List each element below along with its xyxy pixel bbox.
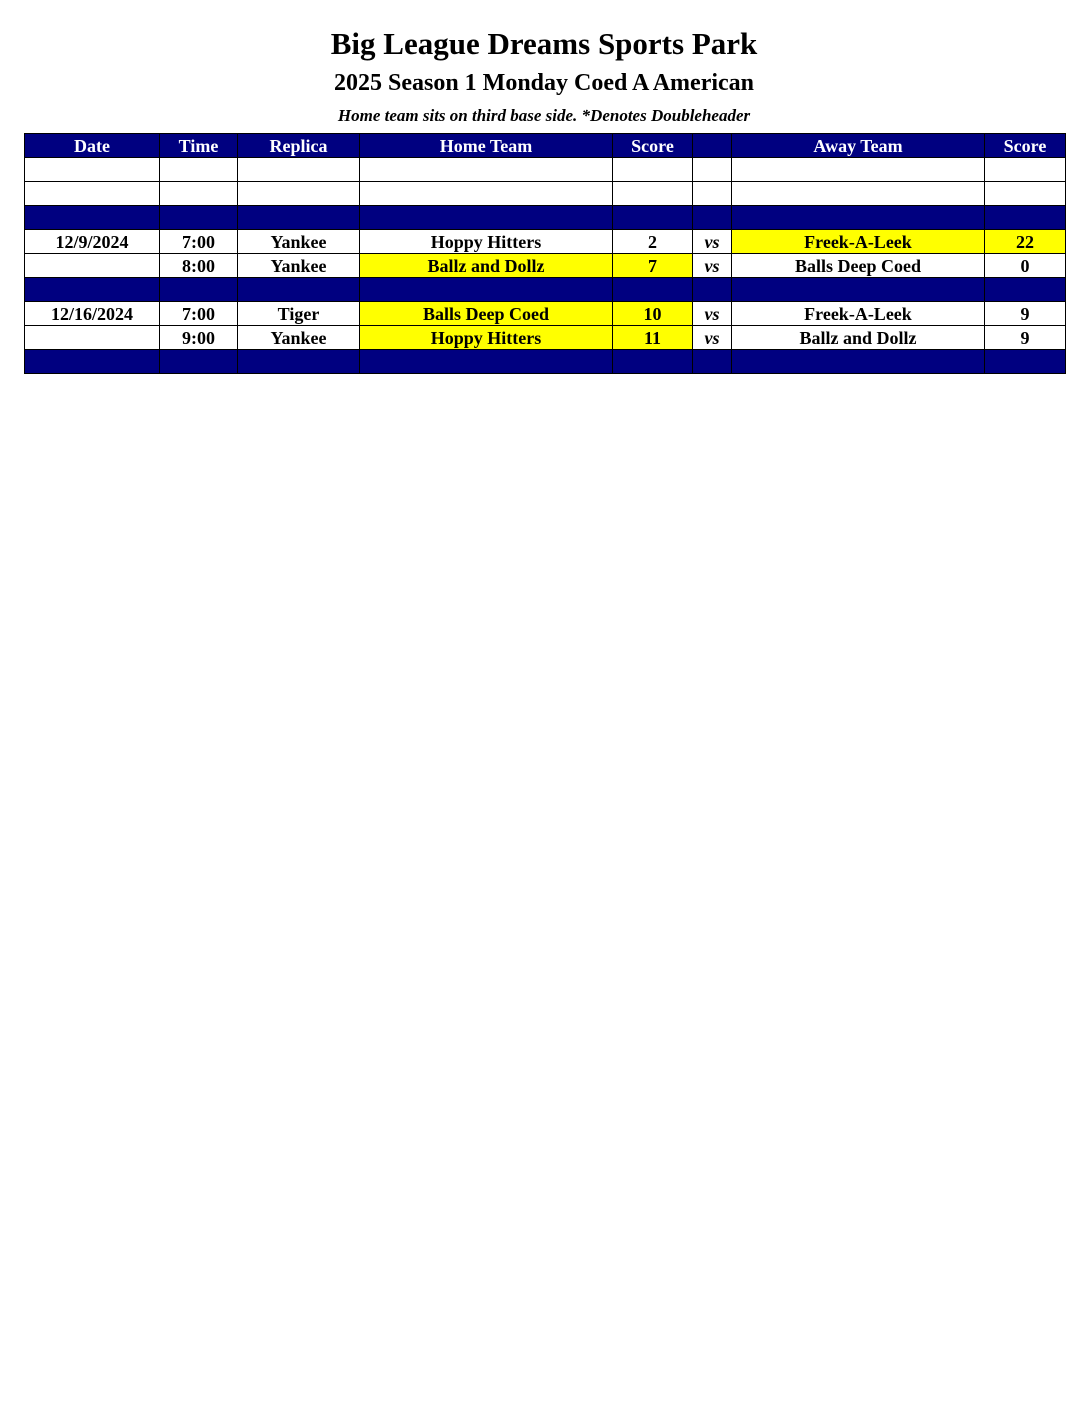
home-team: Ballz and Dollz	[360, 254, 613, 278]
empty-cell	[693, 158, 732, 182]
empty-cell	[160, 158, 238, 182]
separator-cell	[360, 206, 613, 230]
separator-row	[25, 278, 1066, 302]
game-date	[25, 326, 160, 350]
game-replica: Yankee	[238, 326, 360, 350]
game-row	[25, 302, 1066, 326]
column-header-vs	[693, 134, 732, 158]
page-subtitle: 2025 Season 1 Monday Coed A American	[333, 70, 755, 96]
empty-cell	[613, 182, 693, 206]
separator-row	[25, 350, 1066, 374]
home-team: Hoppy Hitters	[360, 230, 613, 254]
separator-cell	[985, 350, 1066, 374]
separator-cell	[613, 206, 693, 230]
empty-row	[25, 182, 1066, 206]
game-time: 8:00	[160, 254, 238, 278]
empty-cell	[985, 182, 1066, 206]
empty-row	[25, 158, 1066, 182]
game-replica: Tiger	[238, 302, 360, 326]
game-date	[25, 254, 160, 278]
game-date: 12/16/2024	[25, 302, 160, 326]
column-header-replica: Replica	[238, 134, 360, 158]
empty-cell	[732, 158, 985, 182]
home-score: 11	[613, 326, 693, 350]
separator-cell	[360, 278, 613, 302]
separator-cell	[25, 350, 160, 374]
game-row	[25, 254, 1066, 278]
empty-cell	[613, 158, 693, 182]
empty-cell	[360, 158, 613, 182]
away-score: 22	[985, 230, 1066, 254]
empty-cell	[360, 182, 613, 206]
separator-cell	[985, 206, 1066, 230]
separator-cell	[360, 350, 613, 374]
separator-cell	[238, 350, 360, 374]
away-score: 0	[985, 254, 1066, 278]
empty-cell	[25, 182, 160, 206]
empty-cell	[25, 158, 160, 182]
empty-cell	[160, 182, 238, 206]
separator-cell	[160, 350, 238, 374]
separator-cell	[25, 278, 160, 302]
separator-cell	[238, 206, 360, 230]
header-row	[25, 134, 1066, 158]
page-title: Big League Dreams Sports Park	[330, 26, 758, 61]
separator-cell	[732, 350, 985, 374]
separator-cell	[693, 278, 732, 302]
home-score: 10	[613, 302, 693, 326]
separator-cell	[693, 206, 732, 230]
game-time: 7:00	[160, 230, 238, 254]
away-team: Freek-A-Leek	[732, 302, 985, 326]
column-header-away-score: Score	[985, 134, 1066, 158]
separator-cell	[613, 350, 693, 374]
column-header-date: Date	[25, 134, 160, 158]
column-header-away-team: Away Team	[732, 134, 985, 158]
vs-label: vs	[693, 230, 732, 254]
separator-cell	[160, 206, 238, 230]
separator-cell	[732, 206, 985, 230]
game-row	[25, 230, 1066, 254]
home-score: 2	[613, 230, 693, 254]
separator-cell	[693, 350, 732, 374]
game-date: 12/9/2024	[25, 230, 160, 254]
away-score: 9	[985, 326, 1066, 350]
empty-cell	[238, 158, 360, 182]
vs-label: vs	[693, 254, 732, 278]
game-replica: Yankee	[238, 230, 360, 254]
home-score: 7	[613, 254, 693, 278]
separator-cell	[732, 278, 985, 302]
empty-cell	[732, 182, 985, 206]
empty-cell	[238, 182, 360, 206]
separator-cell	[613, 278, 693, 302]
away-team: Balls Deep Coed	[732, 254, 985, 278]
game-row	[25, 326, 1066, 350]
separator-cell	[985, 278, 1066, 302]
page-note: Home team sits on third base side. *Denotes Doubleheader	[337, 106, 751, 125]
home-team: Hoppy Hitters	[360, 326, 613, 350]
vs-label: vs	[693, 326, 732, 350]
game-time: 9:00	[160, 326, 238, 350]
game-replica: Yankee	[238, 254, 360, 278]
away-team: Freek-A-Leek	[732, 230, 985, 254]
home-team: Balls Deep Coed	[360, 302, 613, 326]
column-header-home-score: Score	[613, 134, 693, 158]
separator-cell	[238, 278, 360, 302]
away-team: Ballz and Dollz	[732, 326, 985, 350]
vs-label: vs	[693, 302, 732, 326]
schedule-table	[24, 133, 1066, 374]
column-header-time: Time	[160, 134, 238, 158]
separator-cell	[25, 206, 160, 230]
away-score: 9	[985, 302, 1066, 326]
separator-row	[25, 206, 1066, 230]
separator-cell	[160, 278, 238, 302]
empty-cell	[693, 182, 732, 206]
column-header-home-team: Home Team	[360, 134, 613, 158]
empty-cell	[985, 158, 1066, 182]
game-time: 7:00	[160, 302, 238, 326]
